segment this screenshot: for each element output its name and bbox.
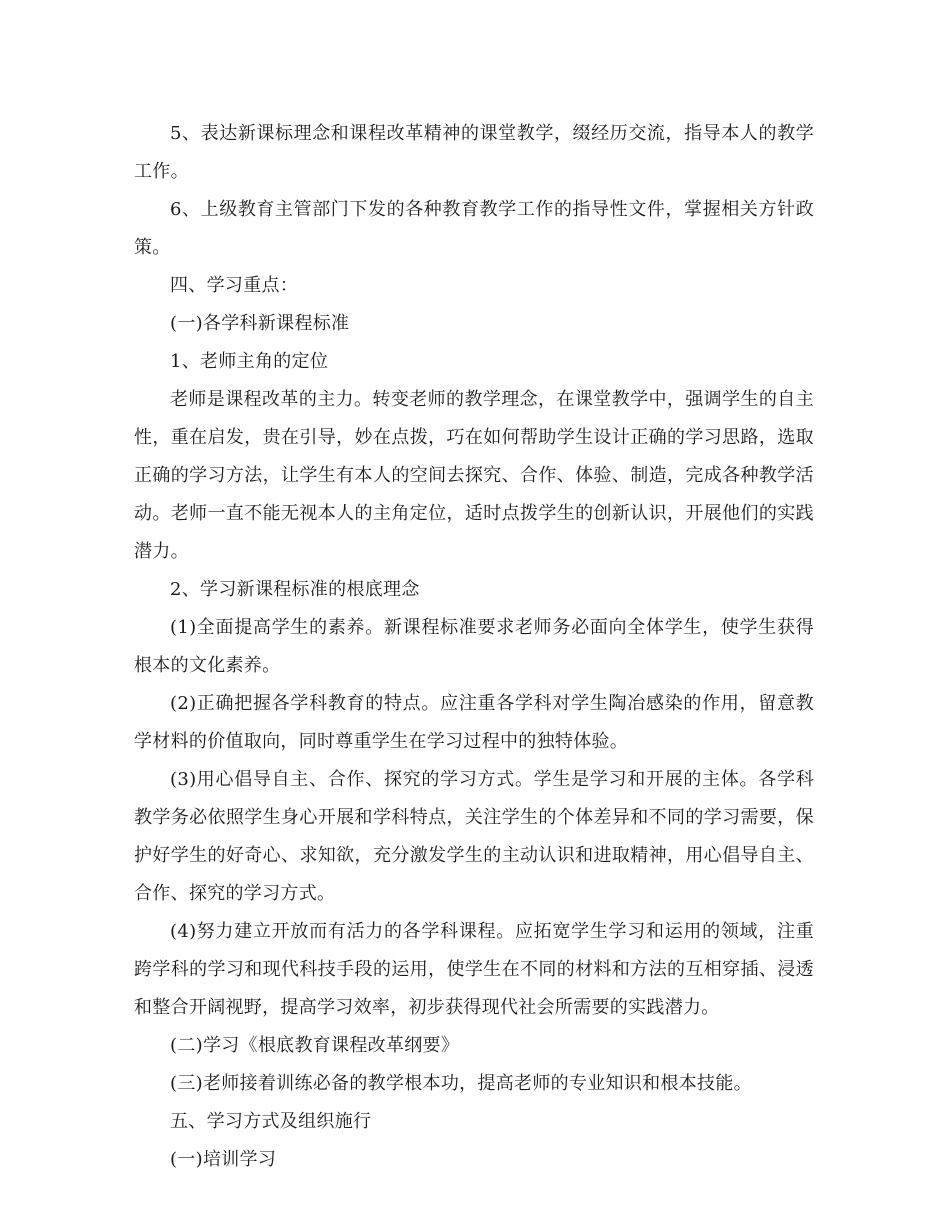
paragraph-item-5: 5、表达新课标理念和课程改革精神的课堂教学，缀经历交流，指导本人的教学工作。 [134, 123, 814, 182]
paragraph-concept-3: (3)用心倡导自主、合作、探究的学习方式。学生是学习和开展的主体。各学科教学务必依照学生身心开展和学科特点，关注学生的个体差异和不同的学习需要，保护好学生的好奇心、求知欲，充分激发学生的主动认识和进取精神，用心倡导自主、合作、探究的学习方式。 [134, 769, 814, 904]
paragraph-item-6: 6、上级教育主管部门下发的各种教育教学工作的指导性文件，掌握相关方针政策。 [134, 199, 814, 258]
item-heading-basic-concepts: 2、学习新课程标准的根底理念 [170, 579, 420, 600]
subsection-heading-reform-outline: (二)学习《根底教育课程改革纲要》 [170, 1035, 460, 1056]
paragraph-concept-1: (1)全面提高学生的素养。新课程标准要求老师务必面向全体学生，使学生获得根本的文化素养。 [134, 617, 814, 676]
document-body [134, 115, 814, 1179]
subsection-heading-curriculum-standards: (一)各学科新课程标准 [170, 313, 350, 334]
section-heading-study-focus: 四、学习重点： [170, 275, 299, 296]
paragraph-concept-2: (2)正确把握各学科教育的特点。应注重各学科对学生陶冶感染的作用，留意教学材料的价值取向，同时尊重学生在学习过程中的独特体验。 [134, 693, 814, 752]
subsection-heading-basic-skills: (三)老师接着训练必备的教学根本功，提高老师的专业知识和根本技能。 [170, 1073, 752, 1094]
paragraph-concept-4: (4)努力建立开放而有活力的各学科课程。应拓宽学生学习和运用的领域，注重跨学科的学习和现代科技手段的运用，使学生在不同的材料和方法的互相穿插、浸透和整合开阔视野，提高学习效率，初步获得现代社会所需要的实践潜力。 [134, 921, 814, 1018]
paragraph-teacher-role: 老师是课程改革的主力。转变老师的教学理念，在课堂教学中，强调学生的自主性，重在启发，贵在引导，妙在点拨，巧在如何帮助学生设计正确的学习思路，选取正确的学习方法，让学生有本人的空间去探究、合作、体验、制造，完成各种教学活动。老师一直不能无视本人的主角定位，适时点拨学生的创新认识，开展他们的实践潜力。 [134, 389, 814, 562]
item-heading-teacher-role: 1、老师主角的定位 [170, 351, 329, 372]
subsection-heading-training: (一)培训学习 [170, 1149, 277, 1170]
section-heading-study-methods: 五、学习方式及组织施行 [170, 1111, 372, 1132]
